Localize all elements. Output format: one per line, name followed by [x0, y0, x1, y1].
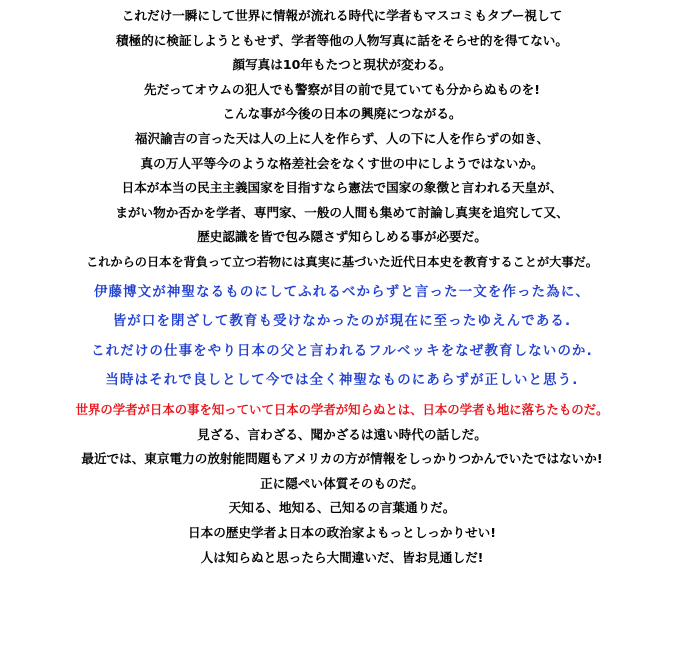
text-line-9: まがい物か否かを学者、専門家、一般の人間も集めて討論し真実を追究して又、	[115, 204, 569, 220]
text-line-6: 福沢諭吉の言った天は人の上に人を作らず、人の下に人を作らずの如き、	[134, 130, 550, 146]
text-line-13-blue: 皆が口を閉ざして教育も受けなかったのが現在に至ったゆえんである.	[112, 314, 572, 330]
text-line-17: 見ざる、言わざる、聞かざるは遠い時代の話しだ。	[197, 426, 487, 442]
text-line-22: 人は知らぬと思ったら大間違いだ、皆お見通しだ!	[200, 549, 484, 565]
text-line-8: 日本が本当の民主主義国家を目指すなら憲法で国家の象徴と言われる天皇が、	[121, 180, 563, 196]
text-line-12-blue: 伊藤博文が神聖なるものにしてふれるべからずと言った一文を作った為に、	[93, 284, 591, 300]
document-body	[0, 4, 684, 570]
text-line-1: これだけ一瞬にして世界に情報が流れる時代に学者もマスコミもタブー視して	[121, 8, 563, 23]
text-line-10: 歴史認識を皆で包み隠さず知らしめる事が必要だ。	[197, 229, 487, 245]
text-line-21: 日本の歴史学者よ日本の政治家よもっとしっかりせい!	[188, 524, 496, 540]
text-line-18: 最近では、東京電力の放射能問題もアメリカの方が情報をしっかりつかんでいたではないか!	[81, 451, 603, 467]
text-line-11: これからの日本を背負って立つ若物には真実に基づいた近代日本史を教育することが大事だ。	[86, 254, 598, 269]
text-line-16-red: 世界の学者が日本の事を知っていて日本の学者が知らぬとは、日本の学者も地に落ちたものだ。	[75, 401, 609, 417]
text-line-19: 正に隠ぺい体質そのものだ。	[260, 475, 424, 491]
text-line-7: 真の万人平等今のような格差社会をなくす世の中にしようではないか。	[140, 155, 544, 171]
text-line-5: こんな事が今後の日本の興廃につながる。	[222, 106, 462, 122]
text-line-2: 積極的に検証しようともせず、学者等他の人物写真に話をそらせ的を得てない。	[116, 32, 568, 48]
text-line-14-blue: これだけの仕事をやり日本の父と言われるフルベッキをなぜ教育しないのか.	[91, 343, 593, 359]
text-line-20: 天知る、地知る、己知るの言葉通りだ。	[228, 500, 456, 516]
text-line-15-blue: 当時はそれで良しとして今では全く神聖なものにあらずが正しいと思う.	[105, 373, 579, 389]
text-line-3: 顔写真は10年もたつと現状が変わる。	[232, 57, 452, 73]
text-line-4: 先だってオウムの犯人でも警察が目の前で見ていても分からぬものを!	[143, 81, 541, 97]
